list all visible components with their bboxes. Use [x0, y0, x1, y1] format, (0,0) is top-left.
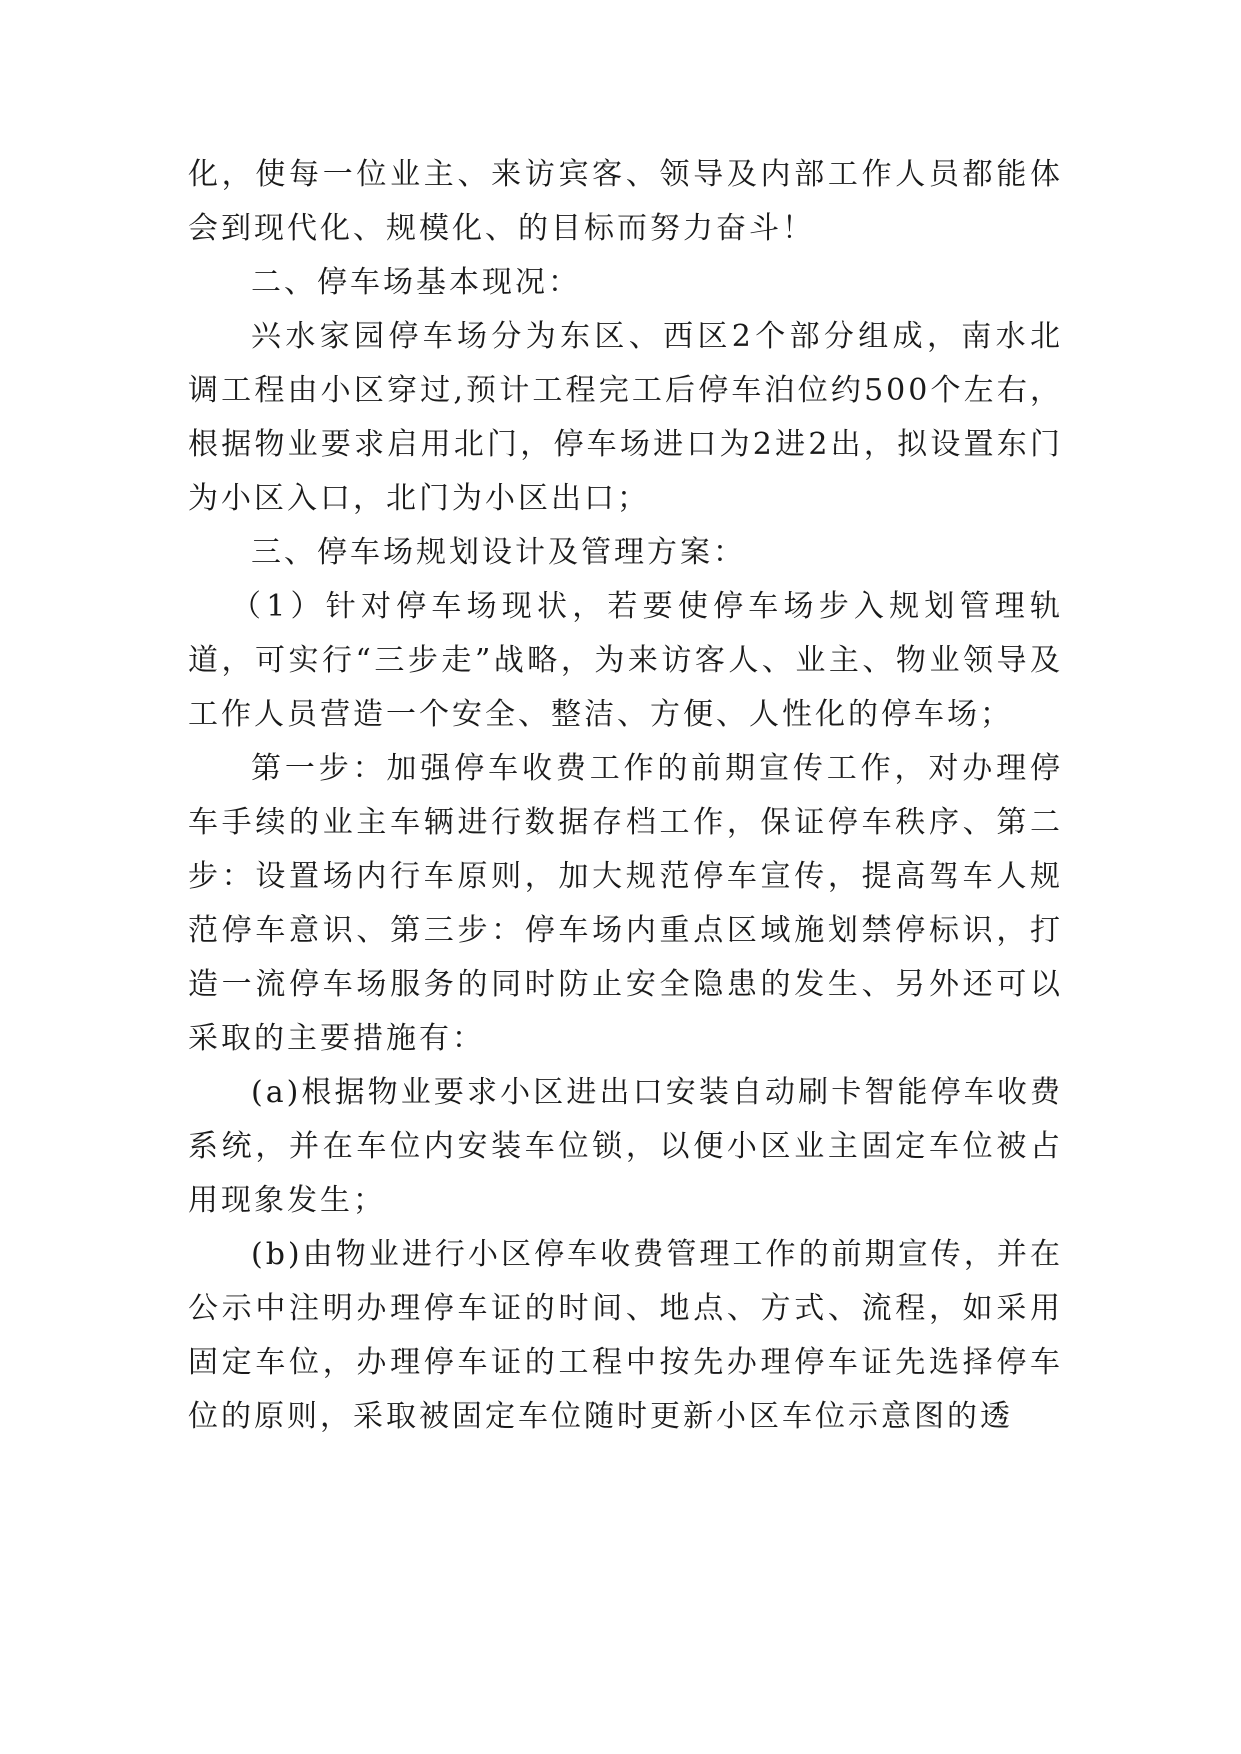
document-page	[188, 148, 1063, 1444]
paragraph-intro-continuation: 化，使每一位业主、来访宾客、领导及内部工作人员都能体会到现代化、规模化、的目标而努力奋斗！	[188, 157, 1063, 246]
paragraph-measure-a: (a)根据物业要求小区进出口安装自动刷卡智能停车收费系统，并在车位内安装车位锁，以便小区业主固定车位被占用现象发生；	[188, 1075, 1063, 1218]
section-heading-parking-status: 二、停车场基本现况：	[251, 265, 581, 300]
paragraph-three-steps: 第一步：加强停车收费工作的前期宣传工作，对办理停车手续的业主车辆进行数据存档工作，保证停车秩序、第二步：设置场内行车原则，加大规范停车宣传，提高驾车人规范停车意识、第三步：停车场内重点区域施划禁停标识，打造一流停车场服务的同时防止安全隐患的发生、另外还可以采取的主要措施有：	[188, 751, 1063, 1056]
paragraph-planning-item-1: （1）针对停车场现状，若要使停车场步入规划管理轨道，可实行“三步走”战略，为来访客人、业主、物业领导及工作人员营造一个安全、整洁、方便、人性化的停车场；	[188, 589, 1063, 732]
section-heading-planning: 三、停车场规划设计及管理方案：	[251, 535, 746, 570]
paragraph-measure-b: (b)由物业进行小区停车收费管理工作的前期宣传，并在公示中注明办理停车证的时间、地点、方式、流程，如采用固定车位，办理停车证的工程中按先办理停车证先选择停车位的原则，采取被固定车位随时更新小区车位示意图的透	[188, 1237, 1063, 1434]
paragraph-parking-status: 兴水家园停车场分为东区、西区2个部分组成，南水北调工程由小区穿过,预计工程完工后停车泊位约500个左右，根据物业要求启用北门，停车场进口为2进2出，拟设置东门为小区入口，北门为小区出口；	[188, 319, 1063, 516]
